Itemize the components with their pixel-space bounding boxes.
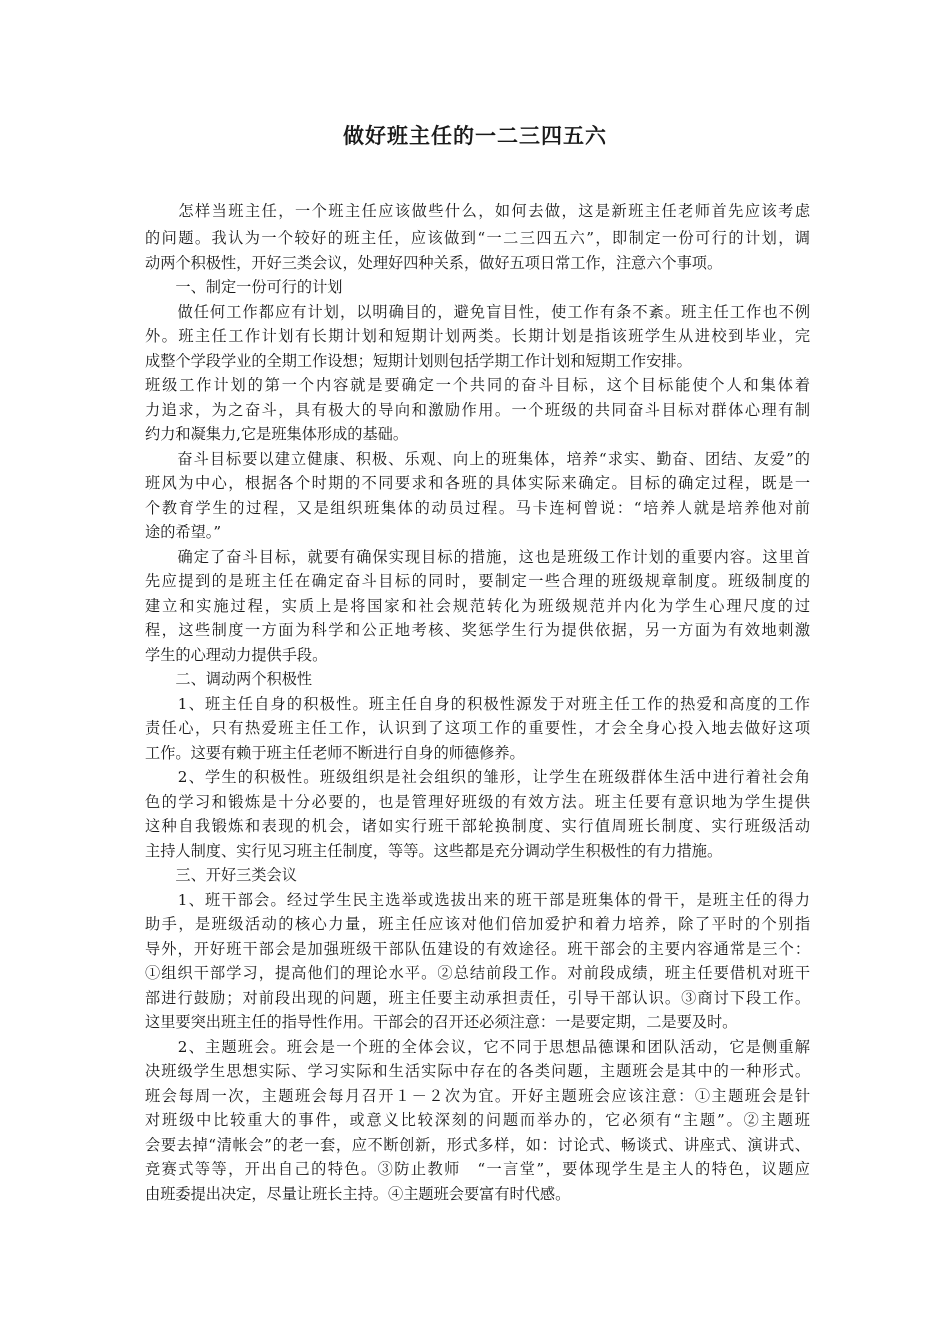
text-line: 班级工作计划的第一个内容就是要确定一个共同的奋斗目标，这个目标能使个人和集体着 (145, 376, 810, 394)
text-line: 怎样当班主任，一个班主任应该做些什么，如何去做，这是新班主任老师首先应该考虑 (145, 202, 810, 220)
text-line: 一、制定一份可行的计划 (145, 278, 343, 296)
text-line: 1、班干部会。经过学生民主选举或选拔出来的班干部是班集体的骨干，是班主任的得力 (145, 890, 810, 909)
text-line: 外。班主任工作计划有长期计划和短期计划两类。长期计划是指该班学生从进校到毕业，完 (145, 327, 810, 345)
text-line: 2、主题班会。班会是一个班的全体会议，它不同于思想品德课和团队活动，它是侧重解 (145, 1037, 810, 1056)
text-line: 这里要突出班主任的指导性作用。干部会的召开还必须注意：一是要定期，二是要及时。 (145, 1013, 738, 1031)
text-line: ①组织干部学习，提高他们的理论水平。②总结前段工作。对前段成绩，班主任要借机对班干 (145, 964, 810, 982)
text-line: 力追求，为之奋斗，具有极大的导向和激励作用。一个班级的共同奋斗目标对群体心理有制 (145, 400, 810, 419)
text-line: 约力和凝集力,它是班集体形成的基础。 (145, 425, 409, 443)
text-line: 决班级学生思想实际、学习实际和生活实际中存在的各类问题，主题班会是其中的一种形式。 (145, 1062, 810, 1080)
text-line: 助手，是班级活动的核心力量，班主任应该对他们倍加爱护和着力培养，除了平时的个别指 (145, 915, 810, 933)
text-line: 动两个积极性，开好三类会议，处理好四种关系，做好五项日常工作，注意六个事项。 (145, 253, 723, 272)
text-line: 先应提到的是班主任在确定奋斗目标的同时，要制定一些合理的班级规章制度。班级制度的 (145, 572, 810, 590)
text-line: 确定了奋斗目标，就要有确保实现目标的措施，这也是班级工作计划的重要内容。这里首 (145, 547, 810, 566)
document-body (145, 197, 810, 1206)
text-line: 2、学生的积极性。班级组织是社会组织的雏形，让学生在班级群体生活中进行着社会角 (145, 768, 810, 786)
text-line: 导外，开好班干部会是加强班级干部队伍建设的有效途径。班干部会的主要内容通常是三个： (145, 939, 810, 958)
text-line: 竞赛式等等，开出自己的特色。③防止教师 “一言堂”，要体现学生是主人的特色，议题应 (145, 1160, 810, 1178)
text-line: 学生的心理动力提供手段。 (145, 645, 328, 664)
text-line: 奋斗目标要以建立健康、积极、乐观、向上的班集体，培养“求实、勤奋、团结、友爱”的 (145, 449, 810, 468)
text-line: 途的希望。” (145, 523, 222, 541)
text-line: 色的学习和锻炼是十分必要的，也是管理好班级的有效方法。班主任要有意识地为学生提供 (145, 792, 810, 811)
text-line: 工作。这要有赖于班主任老师不断进行自身的师德修养。 (145, 743, 525, 762)
text-line: 对班级中比较重大的事件，或意义比较深刻的问题而举办的，它必须有“主题”。②主题班 (145, 1111, 810, 1129)
text-line: 主持人制度、实行见习班主任制度，等等。这些都是充分调动学生积极性的有力措施。 (145, 841, 723, 860)
text-line: 程，这些制度一方面为科学和公正地考核、奖惩学生行为提供依据，另一方面为有效地刺激 (145, 621, 810, 639)
text-line: 这种自我锻炼和表现的机会，诸如实行班干部轮换制度、实行值周班长制度、实行班级活动 (145, 817, 810, 835)
text-line: 班风为中心，根据各个时期的不同要求和各班的具体实际来确定。目标的确定过程，既是一 (145, 474, 810, 492)
text-line: 建立和实施过程，实质上是将国家和社会规范转化为班级规范并内化为学生心理尺度的过 (145, 596, 810, 615)
text-line: 会要去掉“清帐会”的老一套，应不断创新，形式多样，如：讨论式、畅谈式、讲座式、演讲式、 (145, 1135, 810, 1154)
text-line: 1、班主任自身的积极性。班主任自身的积极性源发于对班主任工作的热爱和高度的工作 (145, 694, 810, 713)
text-line: 由班委提出决定，尽量让班长主持。④主题班会要富有时代感。 (145, 1184, 571, 1203)
text-line: 做任何工作都应有计划，以明确目的，避免盲目性，使工作有条不紊。班主任工作也不例 (145, 302, 810, 321)
text-line: 部进行鼓励；对前段出现的问题，班主任要主动承担责任，引导干部认识。③商讨下段工作。 (145, 988, 810, 1007)
text-line: 的问题。我认为一个较好的班主任，应该做到“一二三四五六”，即制定一份可行的计划，调 (145, 229, 810, 247)
text-line: 个教育学生的过程，又是组织班集体的动员过程。马卡连柯曾说：“培养人就是培养他对前 (145, 498, 810, 517)
text-line: 三、开好三类会议 (145, 866, 297, 884)
text-line: 责任心，只有热爱班主任工作，认识到了这项工作的重要性，才会全身心投入地去做好这项 (145, 719, 810, 737)
text-line: 成整个学段学业的全期工作设想；短期计划则包括学期工作计划和短期工作安排。 (145, 351, 692, 370)
text-line: 二、调动两个积极性 (145, 670, 313, 688)
text-line: 班会每周一次，主题班会每月召开１－２次为宜。开好主题班会应该注意：①主题班会是针 (145, 1086, 810, 1105)
page-title: 做好班主任的一二三四五六 (343, 124, 607, 148)
